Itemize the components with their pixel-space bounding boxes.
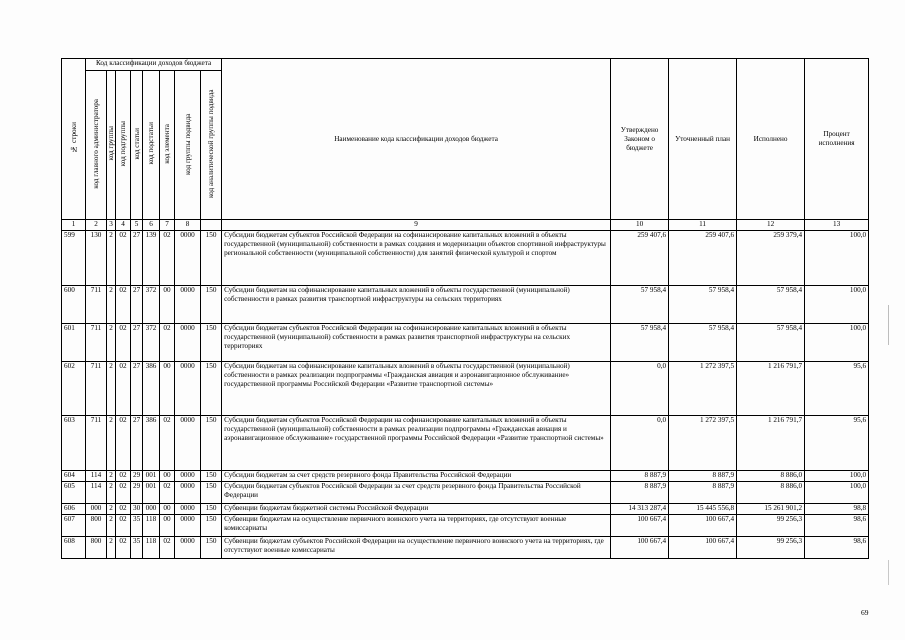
row-number-header: № строки — [62, 59, 86, 220]
name-header: Наименование кода классификации доходов бюджета — [222, 59, 611, 220]
group-code-cell: 2 — [107, 504, 116, 515]
analytic-group-code-cell: 150 — [201, 324, 222, 362]
group-code-cell: 2 — [107, 482, 116, 504]
percent-cell: 100,0 — [805, 324, 869, 362]
percent-cell: 100,0 — [805, 471, 869, 482]
column-number: 12 — [737, 220, 805, 231]
refined-plan-cell: 8 887,9 — [669, 482, 737, 504]
row-number-cell: 607 — [62, 515, 86, 537]
column-number: 10 — [611, 220, 669, 231]
refined-plan-cell: 259 407,6 — [669, 231, 737, 286]
row-number-cell: 605 — [62, 482, 86, 504]
column-number — [201, 220, 222, 231]
refined-plan-cell: 57 958,4 — [669, 286, 737, 324]
percent-cell: 100,0 — [805, 482, 869, 504]
scan-artifact — [888, 560, 889, 585]
executed-amount-cell: 15 261 901,2 — [737, 504, 805, 515]
group-code-cell: 2 — [107, 231, 116, 286]
refined-plan-cell: 100 667,4 — [669, 537, 737, 559]
income-name-cell: Субсидии бюджетам на софинансирование капитальных вложений в объекты государственной (муниципальной) собственности в рамках развития транспортной инфраструктуры на сельских территориях — [222, 286, 611, 324]
column-number-row — [62, 220, 869, 231]
subtype-group-code-cell: 0000 — [175, 416, 201, 471]
executed-amount-cell: 1 216 791,7 — [737, 362, 805, 416]
admin-code-cell: 800 — [86, 537, 107, 559]
executed-amount-cell: 8 886,0 — [737, 482, 805, 504]
article-code-cell: 27 — [131, 362, 143, 416]
element-code-cell: 02 — [160, 416, 175, 471]
row-number-cell: 601 — [62, 324, 86, 362]
analytic-group-code-cell: 150 — [201, 362, 222, 416]
subgroup-code-cell: 02 — [116, 515, 131, 537]
column-number: 8 — [175, 220, 201, 231]
code-col-header: код главного администратора — [86, 71, 107, 220]
group-code-cell: 2 — [107, 471, 116, 482]
table-row — [62, 231, 869, 286]
column-number: 4 — [116, 220, 131, 231]
column-number: 1 — [62, 220, 86, 231]
table-row — [62, 482, 869, 504]
percent-cell: 98,6 — [805, 515, 869, 537]
element-code-cell: 00 — [160, 504, 175, 515]
subgroup-code-cell: 02 — [116, 537, 131, 559]
income-name-cell: Субвенции бюджетам бюджетной системы Российской Федерации — [222, 504, 611, 515]
approved-header: Утверждено Законом о бюджете — [611, 59, 669, 220]
budget-income-table — [61, 58, 869, 559]
column-number: 7 — [160, 220, 175, 231]
approved-amount-cell: 8 887,9 — [611, 471, 669, 482]
page-number: 69 — [861, 608, 869, 617]
subtype-group-code-cell: 0000 — [175, 482, 201, 504]
subarticle-code-cell: 001 — [143, 482, 160, 504]
income-name-cell: Субсидии бюджетам на софинансирование капитальных вложений в объекты государственной (муниципальной) собственности в рамках реализации подпрограммы «Гражданская авиация и аэронавигационное обслуживание» государственной программы Российской Федерации «Развитие транспортной системы» — [222, 362, 611, 416]
element-code-cell: 02 — [160, 231, 175, 286]
income-name-cell: Субсидии бюджетам за счет средств резервного фонда Правительства Российской Федерации — [222, 471, 611, 482]
column-number: 5 — [131, 220, 143, 231]
table-row — [62, 416, 869, 471]
row-number-cell: 604 — [62, 471, 86, 482]
subgroup-code-cell: 02 — [116, 482, 131, 504]
code-col-header: код статьи — [131, 71, 143, 220]
article-code-cell: 27 — [131, 416, 143, 471]
approved-amount-cell: 0,0 — [611, 416, 669, 471]
subarticle-code-cell: 372 — [143, 286, 160, 324]
code-col-header: код подгруппы — [116, 71, 131, 220]
executed-amount-cell: 99 256,3 — [737, 515, 805, 537]
percent-cell: 100,0 — [805, 231, 869, 286]
element-code-cell: 02 — [160, 324, 175, 362]
executed-amount-cell: 8 886,0 — [737, 471, 805, 482]
subarticle-code-cell: 139 — [143, 231, 160, 286]
column-number: 9 — [222, 220, 611, 231]
subarticle-code-cell: 118 — [143, 515, 160, 537]
scan-artifact — [888, 305, 889, 345]
refined-plan-cell: 15 445 556,8 — [669, 504, 737, 515]
approved-amount-cell: 57 958,4 — [611, 286, 669, 324]
subarticle-code-cell: 386 — [143, 362, 160, 416]
income-name-cell: Субсидии бюджетам субъектов Российской Федерации за счет средств резервного фонда Правительства Российской Федерации — [222, 482, 611, 504]
row-number-cell: 602 — [62, 362, 86, 416]
admin-code-cell: 711 — [86, 416, 107, 471]
subarticle-code-cell: 118 — [143, 537, 160, 559]
approved-amount-cell: 100 667,4 — [611, 515, 669, 537]
analytic-group-code-cell: 150 — [201, 515, 222, 537]
element-code-cell: 02 — [160, 537, 175, 559]
element-code-cell: 00 — [160, 471, 175, 482]
row-number-cell: 603 — [62, 416, 86, 471]
executed-amount-cell: 99 256,3 — [737, 537, 805, 559]
refined-plan-cell: 1 272 397,5 — [669, 416, 737, 471]
income-name-cell: Субсидии бюджетам субъектов Российской Федерации на софинансирование капитальных вложений в объекты государственной (муниципальной) собственности в рамках реализации подпрограммы «Гражданская авиация и аэронавигационное обслуживание» государственной программы Российской Федерации «Развитие транспортной системы» — [222, 416, 611, 471]
percent-cell: 98,8 — [805, 504, 869, 515]
admin-code-cell: 711 — [86, 362, 107, 416]
refined-plan-cell: 57 958,4 — [669, 324, 737, 362]
analytic-group-code-cell: 150 — [201, 537, 222, 559]
approved-amount-cell: 57 958,4 — [611, 324, 669, 362]
subarticle-code-cell: 000 — [143, 504, 160, 515]
income-name-cell: Субвенции бюджетам субъектов Российской Федерации на осуществление первичного воинского учета на территориях, где отсутствуют военные комиссариаты — [222, 537, 611, 559]
admin-code-cell: 711 — [86, 286, 107, 324]
percent-cell: 100,0 — [805, 286, 869, 324]
approved-amount-cell: 0,0 — [611, 362, 669, 416]
executed-header: Исполнено — [737, 59, 805, 220]
approved-amount-cell: 8 887,9 — [611, 482, 669, 504]
table-row — [62, 286, 869, 324]
approved-amount-cell: 100 667,4 — [611, 537, 669, 559]
article-code-cell: 27 — [131, 324, 143, 362]
admin-code-cell: 114 — [86, 471, 107, 482]
code-group-header: Код классификации доходов бюджета — [86, 59, 222, 71]
analytic-group-code-cell: 150 — [201, 482, 222, 504]
subtype-group-code-cell: 0000 — [175, 471, 201, 482]
group-code-cell: 2 — [107, 416, 116, 471]
percent-cell: 95,6 — [805, 416, 869, 471]
percent-cell: 98,6 — [805, 537, 869, 559]
element-code-cell: 02 — [160, 482, 175, 504]
table-row — [62, 504, 869, 515]
admin-code-cell: 000 — [86, 504, 107, 515]
table-row — [62, 515, 869, 537]
code-col-header: код аналитической группы подвида — [201, 71, 222, 220]
row-number-cell: 599 — [62, 231, 86, 286]
admin-code-cell: 114 — [86, 482, 107, 504]
subgroup-code-cell: 02 — [116, 416, 131, 471]
article-code-cell: 30 — [131, 504, 143, 515]
refined-plan-cell: 100 667,4 — [669, 515, 737, 537]
subgroup-code-cell: 02 — [116, 362, 131, 416]
group-code-cell: 2 — [107, 286, 116, 324]
subgroup-code-cell: 02 — [116, 324, 131, 362]
column-number: 13 — [805, 220, 869, 231]
income-name-cell: Субсидии бюджетам субъектов Российской Федерации на софинансирование капитальных вложений в объекты государственной (муниципальной) собственности в рамках развития транспортной инфраструктуры на сельских территориях — [222, 324, 611, 362]
analytic-group-code-cell: 150 — [201, 231, 222, 286]
element-code-cell: 00 — [160, 515, 175, 537]
element-code-cell: 00 — [160, 362, 175, 416]
refined-plan-cell: 1 272 397,5 — [669, 362, 737, 416]
income-name-cell: Субвенции бюджетам на осуществление первичного воинского учета на территориях, где отсутствуют военные комиссариаты — [222, 515, 611, 537]
admin-code-cell: 130 — [86, 231, 107, 286]
executed-amount-cell: 259 379,4 — [737, 231, 805, 286]
table-row — [62, 537, 869, 559]
table-row — [62, 324, 869, 362]
subtype-group-code-cell: 0000 — [175, 362, 201, 416]
code-col-header: код группы — [107, 71, 116, 220]
admin-code-cell: 800 — [86, 515, 107, 537]
column-number: 6 — [143, 220, 160, 231]
income-name-cell: Субсидии бюджетам субъектов Российской Федерации на софинансирование капитальных вложений в объекты государственной (муниципальной) собственности в рамках создания и модернизации объектов спортивной инфраструктуры региональной собственности (муниципальной собственности) для занятий физической культурой и спортом — [222, 231, 611, 286]
table-row — [62, 471, 869, 482]
subarticle-code-cell: 001 — [143, 471, 160, 482]
subtype-group-code-cell: 0000 — [175, 324, 201, 362]
subtype-group-code-cell: 0000 — [175, 231, 201, 286]
article-code-cell: 29 — [131, 482, 143, 504]
refined-header: Уточненный план — [669, 59, 737, 220]
subtype-group-code-cell: 0000 — [175, 515, 201, 537]
code-col-header: код элемента — [160, 71, 175, 220]
article-code-cell: 27 — [131, 231, 143, 286]
group-code-cell: 2 — [107, 515, 116, 537]
subgroup-code-cell: 02 — [116, 504, 131, 515]
column-number: 2 — [86, 220, 107, 231]
column-number: 11 — [669, 220, 737, 231]
subtype-group-code-cell: 0000 — [175, 286, 201, 324]
refined-plan-cell: 8 887,9 — [669, 471, 737, 482]
subgroup-code-cell: 02 — [116, 231, 131, 286]
row-number-cell: 608 — [62, 537, 86, 559]
article-code-cell: 35 — [131, 537, 143, 559]
percent-cell: 95,6 — [805, 362, 869, 416]
subarticle-code-cell: 386 — [143, 416, 160, 471]
percent-header: Процент исполнения — [805, 59, 869, 220]
approved-amount-cell: 259 407,6 — [611, 231, 669, 286]
analytic-group-code-cell: 150 — [201, 416, 222, 471]
article-code-cell: 35 — [131, 515, 143, 537]
subgroup-code-cell: 02 — [116, 471, 131, 482]
code-col-header: код подстатьи — [143, 71, 160, 220]
executed-amount-cell: 57 958,4 — [737, 324, 805, 362]
admin-code-cell: 711 — [86, 324, 107, 362]
article-code-cell: 29 — [131, 471, 143, 482]
group-code-cell: 2 — [107, 537, 116, 559]
column-number: 3 — [107, 220, 116, 231]
analytic-group-code-cell: 150 — [201, 504, 222, 515]
executed-amount-cell: 57 958,4 — [737, 286, 805, 324]
table-row — [62, 362, 869, 416]
subarticle-code-cell: 372 — [143, 324, 160, 362]
row-number-cell: 600 — [62, 286, 86, 324]
article-code-cell: 27 — [131, 286, 143, 324]
executed-amount-cell: 1 216 791,7 — [737, 416, 805, 471]
row-number-cell: 606 — [62, 504, 86, 515]
subgroup-code-cell: 02 — [116, 286, 131, 324]
analytic-group-code-cell: 150 — [201, 286, 222, 324]
subtype-group-code-cell: 0000 — [175, 504, 201, 515]
analytic-group-code-cell: 150 — [201, 471, 222, 482]
subtype-group-code-cell: 0000 — [175, 537, 201, 559]
group-code-cell: 2 — [107, 362, 116, 416]
code-col-header: код группы подвида — [175, 71, 201, 220]
element-code-cell: 00 — [160, 286, 175, 324]
group-code-cell: 2 — [107, 324, 116, 362]
approved-amount-cell: 14 313 287,4 — [611, 504, 669, 515]
